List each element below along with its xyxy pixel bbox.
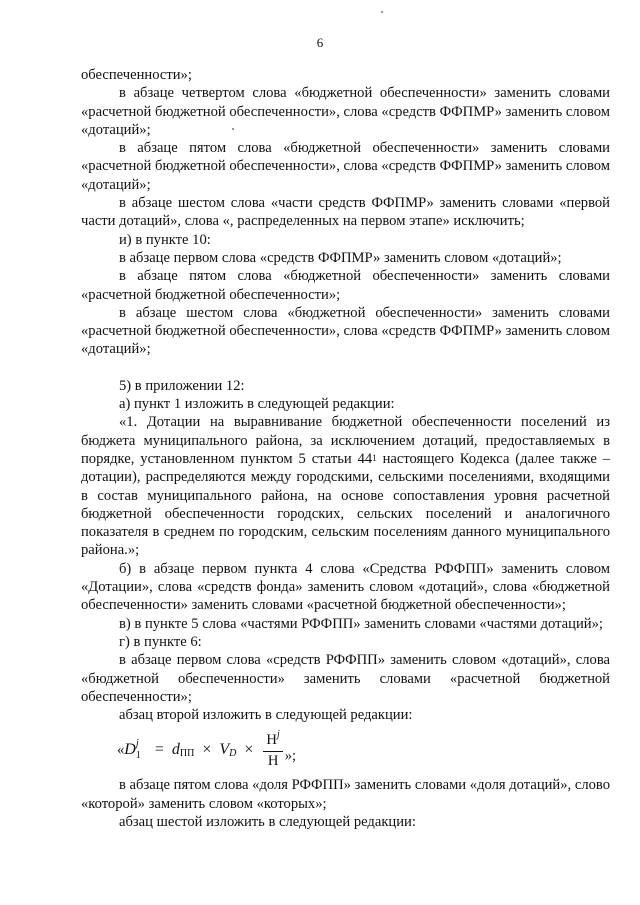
formula-open-quote: « — [117, 742, 125, 759]
paragraph: абзац второй изложить в следующей редакции: — [119, 707, 413, 724]
paragraph: абзац шестой изложить в следующей редакции: — [119, 813, 416, 830]
paragraph: в абзаце первом слова «средств ФФПМР» заменить словом «дотаций»; — [119, 249, 562, 266]
formula-fraction — [263, 728, 282, 770]
paragraph: в абзаце пятом слова «бюджетной обеспеченности» заменить словами «расчетной бюджетной обеспеченности»; — [81, 268, 610, 303]
page-number: 6 — [316, 35, 324, 50]
formula-times-2: × — [244, 741, 254, 759]
formula-d: d — [171, 741, 180, 759]
item-v: в) в пункте 5 слова «частями РФФПП» заменить словами «частями дотаций»; — [119, 615, 603, 632]
formula-V-sub: D — [229, 748, 237, 760]
paragraph: в абзаце четвертом слова «бюджетной обеспеченности» заменить словами «расчетной бюджетной обеспеченности», слова «средств ФФПМР» заменить словом «дотаций»; — [81, 85, 610, 138]
article-superscript: 1 — [372, 452, 377, 463]
document-body — [81, 66, 610, 831]
formula-numerator-sup: j — [276, 728, 280, 740]
formula-D: D — [124, 741, 136, 759]
formula-D-sup: j — [135, 738, 139, 750]
quoted-paragraph — [81, 413, 610, 559]
formula-denominator: Н — [267, 752, 279, 769]
scan-speck — [381, 11, 383, 13]
paragraph: и) в пункте 10: — [119, 231, 211, 248]
formula-D-sub: 1 — [135, 750, 141, 762]
formula-d-sub: ПП — [179, 748, 195, 760]
item-g: г) в пункте 6: — [119, 633, 202, 650]
item-a: а) пункт 1 изложить в следующей редакции: — [119, 396, 395, 413]
scan-speck — [232, 128, 234, 130]
formula-equals: = — [154, 741, 164, 759]
section-heading: 5) в приложении 12: — [119, 377, 245, 394]
paragraph: в абзаце шестом слова «бюджетной обеспеченности» заменить словами «расчетной бюджетной обеспеченности», слова «средств ФФПМР» заменить словом «дотаций»; — [81, 304, 610, 358]
formula-times-1: × — [202, 741, 212, 759]
item-b: б) в абзаце первом пункта 4 слова «Средства РФФПП» заменить словом «Дотации», слова «средств фонда» заменить словом «дотаций», слова «бюджетной обеспеченности» заменить словами «расчетной бюджетной обеспеченности»; — [81, 560, 610, 614]
formula-numerator — [263, 728, 282, 752]
paragraph: в абзаце пятом слова «бюджетной обеспеченности» заменить словами «расчетной бюджетной обеспеченности», слова «средств ФФПМР» заменить словом «дотаций»; — [81, 140, 610, 193]
paragraph: обеспеченности»; — [81, 67, 192, 83]
formula-numerator-text: Н — [266, 731, 277, 748]
paragraph: в абзаце первом слова «средств РФФПП» заменить словом «дотаций», слова «бюджетной обеспеченности» заменить словами «расчетной бюджетной обеспеченности»; — [81, 652, 610, 705]
formula-V: V — [219, 741, 230, 759]
formula-close: »; — [284, 748, 297, 765]
quote-text-before: «1. Дотации на выравнивание бюджетной обеспеченности поселений из бюджета муниципального района, за исключением дотаций, предоставляемых в порядке, установленном пунктом 5 статьи 44 — [81, 414, 610, 467]
formula — [117, 726, 610, 774]
paragraph: в абзаце шестом слова «части средств ФФПМР» заменить словами «первой части дотаций», слова «, распределенных на первом этапе» исключить; — [81, 195, 610, 230]
amendment-paragraphs — [81, 66, 610, 359]
paragraph: в абзаце пятом слова «доля РФФПП» заменить словами «доля дотаций», слово «которой» заменить словом «которых»; — [81, 777, 610, 812]
quote-text-after: настоящего Кодекса (далее также – дотации), распределяются между городскими, сельскими поселениями, входящими в состав муниципального района, на основе сопоставления уровня расчетной бюджетной обеспеченности городских, сельских поселений и аналогичного показателя в среднем по городским, сельским поселениям данного муниципального района.»; — [81, 450, 610, 559]
